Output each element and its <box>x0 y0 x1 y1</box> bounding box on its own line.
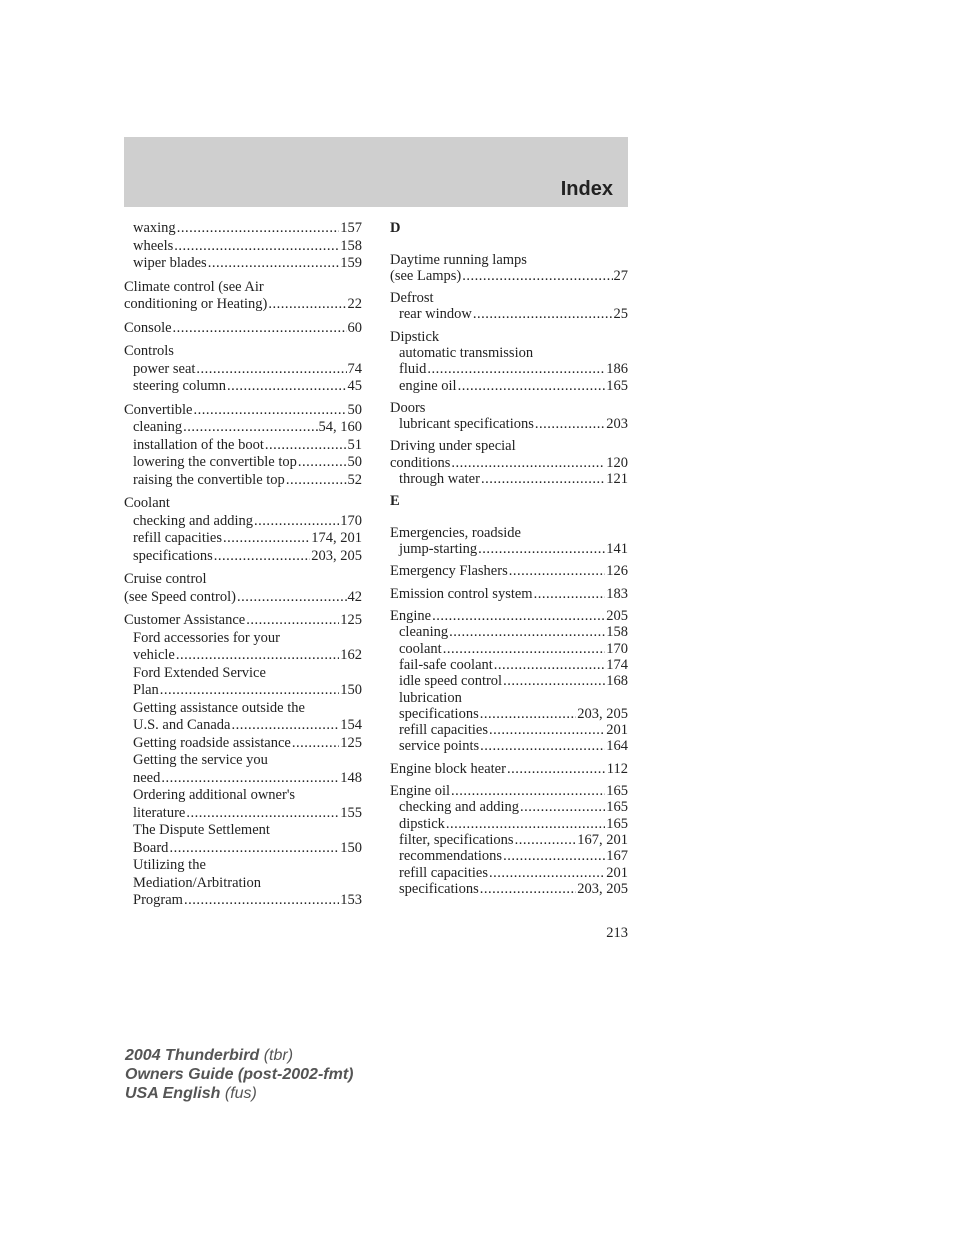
entry-text: Coolant <box>124 495 170 511</box>
entry-page-ref: 203, 205 <box>311 547 362 564</box>
entry-text: U.S. and Canada <box>133 717 231 733</box>
entry-page-ref: 50 <box>347 401 362 418</box>
entry-page-ref: 203 <box>606 416 628 433</box>
entry-text: Doors <box>390 399 426 416</box>
entry-page-ref: 74 <box>347 360 362 377</box>
index-subentry <box>124 787 362 805</box>
dot-leader <box>183 419 317 437</box>
entry-page-ref: 165 <box>606 377 628 394</box>
dot-leader <box>489 722 605 738</box>
header-bar <box>124 137 628 207</box>
index-subentry <box>124 805 362 823</box>
entry-text: specifications <box>399 880 479 897</box>
index-entry <box>124 402 362 420</box>
index-subentry <box>124 361 362 379</box>
dot-leader <box>446 816 605 832</box>
entry-page-ref: 121 <box>606 471 628 488</box>
entry-page-ref: 148 <box>340 769 362 786</box>
dot-leader <box>193 402 346 420</box>
entry-text: Ordering additional owner's <box>133 787 296 803</box>
dot-leader <box>507 761 606 777</box>
entry-page-ref: 170 <box>606 640 628 657</box>
index-subentry <box>390 706 628 722</box>
dot-leader <box>208 255 340 273</box>
index-subentry <box>124 892 362 910</box>
entry-page-ref: 54, 160 <box>318 419 362 435</box>
entry-text: checking and adding <box>399 799 519 816</box>
entry-page-ref: 165 <box>606 799 628 816</box>
entry-page-ref: 126 <box>606 563 628 580</box>
dot-leader <box>174 238 339 256</box>
entry-text: Plan <box>133 682 159 698</box>
index-entry-group <box>124 279 362 314</box>
index-subentry <box>390 673 628 689</box>
entry-page-ref: 52 <box>347 471 362 488</box>
index-entry-group <box>390 608 628 755</box>
entry-text: Emergencies, roadside <box>390 524 521 541</box>
index-entry-group <box>124 343 362 396</box>
index-subentry <box>390 722 628 738</box>
index-entry <box>390 525 628 541</box>
index-subentry <box>124 630 362 648</box>
index-subentry <box>124 548 362 566</box>
index-subentry <box>124 255 362 273</box>
entry-page-ref: 167, 201 <box>577 831 628 848</box>
dot-leader <box>443 641 606 657</box>
footer-line-model <box>125 1046 353 1065</box>
dot-leader <box>298 454 347 472</box>
footer-line-language <box>125 1084 353 1103</box>
entry-text: idle speed control <box>399 673 503 690</box>
entry-page-ref: 60 <box>347 319 362 336</box>
index-entry-group <box>390 761 628 777</box>
entry-text: refill capacities <box>399 722 488 739</box>
entry-text: Daytime running lamps <box>390 251 527 268</box>
index-subentry <box>124 220 362 238</box>
index-subentry <box>124 419 362 437</box>
entry-text: lubricant specifications <box>399 416 534 433</box>
entry-text: wiper blades <box>133 255 207 271</box>
entry-page-ref: 165 <box>606 815 628 832</box>
index-entry <box>124 296 362 314</box>
entry-page-ref: 162 <box>340 647 362 663</box>
entry-text: (see Lamps) <box>390 267 462 284</box>
entry-text: Engine block heater <box>390 760 506 777</box>
index-column-right <box>390 220 628 903</box>
index-entry <box>124 589 362 607</box>
index-subentry <box>124 822 362 840</box>
dot-leader <box>265 437 347 455</box>
entry-text: filter, specifications <box>399 831 514 848</box>
entry-page-ref: 201 <box>606 864 628 881</box>
entry-page-ref: 155 <box>340 804 362 821</box>
entry-page-ref: 45 <box>347 378 362 394</box>
dot-leader <box>177 220 340 238</box>
index-subentry <box>124 378 362 396</box>
index-subentry <box>390 832 628 848</box>
entry-text: Mediation/Arbitration <box>133 874 262 891</box>
entry-text: Convertible <box>124 401 193 418</box>
entry-page-ref: 159 <box>340 255 362 271</box>
entry-text: Controls <box>124 343 174 359</box>
footer-guide: Owners Guide (post-2002-fmt) <box>125 1066 354 1083</box>
dot-leader <box>535 416 605 432</box>
entry-page-ref: 125 <box>340 734 362 751</box>
index-subentry <box>390 738 628 754</box>
entry-text: Driving under special <box>390 438 516 455</box>
entry-text: refill capacities <box>399 864 488 881</box>
entry-text: wheels <box>133 237 174 254</box>
index-entry <box>124 320 362 338</box>
index-subentry <box>390 378 628 394</box>
entry-text: installation of the boot <box>133 436 264 453</box>
entry-page-ref: 154 <box>340 717 362 733</box>
index-subentry <box>124 857 362 875</box>
index-entry-group <box>124 402 362 490</box>
dot-leader <box>534 586 606 602</box>
entry-page-ref: 165 <box>606 783 628 800</box>
index-entry <box>124 279 362 297</box>
dot-leader <box>520 799 605 815</box>
index-entry-group <box>124 495 362 565</box>
footer-model: 2004 Thunderbird <box>125 1047 260 1064</box>
entry-text: Utilizing the <box>133 857 206 873</box>
dot-leader <box>489 865 605 881</box>
index-subentry <box>390 865 628 881</box>
entry-page-ref: 112 <box>606 760 628 777</box>
entry-page-ref: 174 <box>606 656 628 673</box>
entry-text: cleaning <box>133 419 183 435</box>
index-entry <box>124 495 362 513</box>
dot-leader <box>161 770 339 788</box>
index-entry <box>390 290 628 306</box>
entry-page-ref: 174, 201 <box>311 530 362 546</box>
index-entry <box>390 252 628 268</box>
entry-text: specifications <box>399 705 479 722</box>
index-subentry <box>124 238 362 256</box>
entry-page-ref: 167 <box>606 848 628 865</box>
entry-text: Ford Extended Service <box>133 664 266 681</box>
entry-page-ref: 164 <box>606 738 628 755</box>
dot-leader <box>449 624 605 640</box>
dot-leader <box>515 832 577 848</box>
entry-page-ref: 25 <box>613 306 628 323</box>
entry-page-ref: 170 <box>340 512 362 529</box>
dot-leader <box>478 541 605 557</box>
entry-text: checking and adding <box>133 512 253 529</box>
index-entry <box>390 608 628 624</box>
index-entry <box>390 438 628 454</box>
index-entry-group <box>390 329 628 394</box>
entry-text: automatic transmission <box>399 344 534 361</box>
entry-text: conditions <box>390 454 451 471</box>
entry-page-ref: 125 <box>340 612 362 628</box>
dot-leader <box>503 673 605 689</box>
entry-page-ref: 150 <box>340 839 362 856</box>
index-entry-group <box>124 220 362 273</box>
entry-page-ref: 150 <box>340 682 362 698</box>
entry-text: conditioning or Heating) <box>124 296 268 312</box>
index-subentry <box>124 513 362 531</box>
index-subentry <box>124 454 362 472</box>
entry-text: Board <box>133 839 169 856</box>
index-entry-group <box>124 571 362 606</box>
entry-page-ref: 50 <box>347 454 362 470</box>
entry-text: Getting assistance outside the <box>133 699 305 716</box>
entry-page-ref: 22 <box>347 296 362 312</box>
entry-page-ref: 168 <box>606 673 628 690</box>
entry-text: rear window <box>399 306 472 323</box>
entry-text: Program <box>133 892 183 908</box>
dot-leader <box>176 647 339 665</box>
index-subentry <box>124 665 362 683</box>
dot-leader <box>509 563 606 579</box>
index-entry <box>124 612 362 630</box>
dot-leader <box>432 608 605 624</box>
dot-leader <box>473 306 613 322</box>
dot-leader <box>227 378 346 396</box>
entry-text: through water <box>399 471 480 488</box>
dot-leader <box>214 548 311 566</box>
dot-leader <box>503 848 605 864</box>
index-entry <box>390 455 628 471</box>
entry-text: cleaning <box>399 624 449 641</box>
entry-page-ref: 158 <box>606 624 628 641</box>
index-letter-heading: D <box>390 220 401 236</box>
index-entry <box>390 329 628 345</box>
dot-leader <box>237 589 347 607</box>
entry-text: Engine oil <box>390 783 451 800</box>
dot-leader <box>462 268 612 284</box>
entry-page-ref: 42 <box>347 588 362 605</box>
index-column-left <box>124 220 362 916</box>
entry-page-ref: 27 <box>613 267 628 284</box>
index-subentry <box>390 799 628 815</box>
index-entry-group <box>390 783 628 897</box>
entry-page-ref: 183 <box>606 585 628 602</box>
index-entry <box>390 761 628 777</box>
index-entry <box>390 783 628 799</box>
index-subentry <box>124 682 362 700</box>
dot-leader <box>196 361 346 379</box>
index-subentry <box>390 657 628 673</box>
dot-leader <box>186 805 339 823</box>
entry-text: jump-starting <box>399 541 478 558</box>
entry-text: lowering the convertible top <box>133 454 297 470</box>
entry-text: engine oil <box>399 377 457 394</box>
entry-text: fluid <box>399 361 427 378</box>
dot-leader <box>246 612 339 630</box>
index-entry <box>390 563 628 579</box>
dot-leader <box>451 783 605 799</box>
dot-leader <box>223 530 310 548</box>
index-subentry <box>124 647 362 665</box>
index-subentry <box>124 875 362 893</box>
index-subentry <box>124 472 362 490</box>
entry-text: Emission control system <box>390 585 533 602</box>
entry-text: Climate control (see Air <box>124 278 264 295</box>
page-number: 213 <box>606 925 628 941</box>
dot-leader <box>231 717 339 735</box>
dot-leader <box>427 361 605 377</box>
index-entry <box>390 268 628 284</box>
index-subentry <box>390 541 628 557</box>
entry-text: Cruise control <box>124 571 207 587</box>
entry-text: Engine <box>390 608 432 625</box>
index-subentry <box>124 770 362 788</box>
index-subentry <box>124 437 362 455</box>
entry-text: lubrication <box>399 689 462 706</box>
entry-text: Customer Assistance <box>124 612 246 628</box>
entry-text: vehicle <box>133 647 175 663</box>
entry-text: recommendations <box>399 848 503 865</box>
dot-leader <box>173 320 347 338</box>
footer-language-code: (fus) <box>224 1085 257 1102</box>
dot-leader <box>169 840 339 858</box>
dot-leader <box>160 682 339 700</box>
entry-text: dipstick <box>399 815 445 832</box>
index-subentry <box>390 361 628 377</box>
entry-text: Ford accessories for your <box>133 629 280 646</box>
index-letter-heading: E <box>390 493 400 510</box>
entry-text: steering column <box>133 378 227 394</box>
index-subentry <box>390 881 628 897</box>
entry-text: fail-safe coolant <box>399 656 493 673</box>
entry-page-ref: 153 <box>340 892 362 908</box>
dot-leader <box>480 738 605 754</box>
index-subentry <box>124 530 362 548</box>
dot-leader <box>184 892 339 910</box>
index-subentry <box>390 471 628 487</box>
document-footer <box>125 1046 353 1103</box>
index-subentry <box>390 306 628 322</box>
index-subentry <box>124 735 362 753</box>
dot-leader <box>494 657 605 673</box>
index-subentry <box>124 840 362 858</box>
index-entry-group <box>124 320 362 338</box>
entry-text: Getting the service you <box>133 752 268 768</box>
dot-leader <box>254 513 339 531</box>
dot-leader <box>480 881 577 897</box>
entry-text: coolant <box>399 640 442 657</box>
entry-page-ref: 203, 205 <box>577 705 628 722</box>
index-entry-group <box>390 563 628 579</box>
entry-text: refill capacities <box>133 530 222 546</box>
dot-leader <box>481 471 605 487</box>
index-subentry <box>390 641 628 657</box>
entry-text: specifications <box>133 547 213 564</box>
index-entry-group <box>390 586 628 602</box>
index-entry <box>390 400 628 416</box>
index-subentry <box>390 624 628 640</box>
index-subentry <box>390 690 628 706</box>
entry-text: service points <box>399 738 480 755</box>
entry-text: literature <box>133 804 186 821</box>
dot-leader <box>480 706 577 722</box>
entry-page-ref: 120 <box>606 454 628 471</box>
index-entry-group <box>390 525 628 558</box>
dot-leader <box>286 472 347 490</box>
entry-text: The Dispute Settlement <box>133 822 270 838</box>
dot-leader <box>268 296 346 314</box>
entry-page-ref: 201 <box>606 722 628 739</box>
entry-page-ref: 157 <box>340 220 362 236</box>
dot-leader <box>292 735 339 753</box>
footer-language: USA English <box>125 1085 221 1102</box>
index-entry <box>390 586 628 602</box>
page-title: Index <box>560 178 613 200</box>
entry-text: Dipstick <box>390 328 440 345</box>
dot-leader <box>451 455 605 471</box>
index-entry-group <box>390 290 628 323</box>
index-subentry <box>390 816 628 832</box>
entry-text: Console <box>124 319 172 336</box>
entry-text: (see Speed control) <box>124 588 236 605</box>
index-entry-group <box>390 400 628 433</box>
footer-model-code: (tbr) <box>263 1047 294 1064</box>
entry-text: raising the convertible top <box>133 471 285 488</box>
index-subentry <box>390 848 628 864</box>
index-entry-group <box>124 612 362 910</box>
index-subentry <box>390 345 628 361</box>
index-subentry <box>390 416 628 432</box>
index-entry-group <box>390 252 628 285</box>
entry-page-ref: 158 <box>340 237 362 254</box>
entry-page-ref: 51 <box>347 436 362 453</box>
entry-page-ref: 141 <box>606 541 628 558</box>
entry-text: Defrost <box>390 290 434 307</box>
entry-page-ref: 205 <box>606 608 628 625</box>
index-subentry <box>124 752 362 770</box>
index-entry-group <box>390 438 628 487</box>
index-subentry <box>124 700 362 718</box>
entry-text: waxing <box>133 220 176 236</box>
index-entry <box>124 571 362 589</box>
entry-page-ref: 186 <box>606 361 628 378</box>
entry-text: need <box>133 769 161 786</box>
dot-leader <box>458 378 606 394</box>
entry-text: Emergency Flashers <box>390 563 508 580</box>
entry-page-ref: 203, 205 <box>577 880 628 897</box>
entry-text: Getting roadside assistance <box>133 734 291 751</box>
index-subentry <box>124 717 362 735</box>
entry-text: power seat <box>133 360 196 377</box>
footer-line-guide <box>125 1065 353 1084</box>
index-entry <box>124 343 362 361</box>
